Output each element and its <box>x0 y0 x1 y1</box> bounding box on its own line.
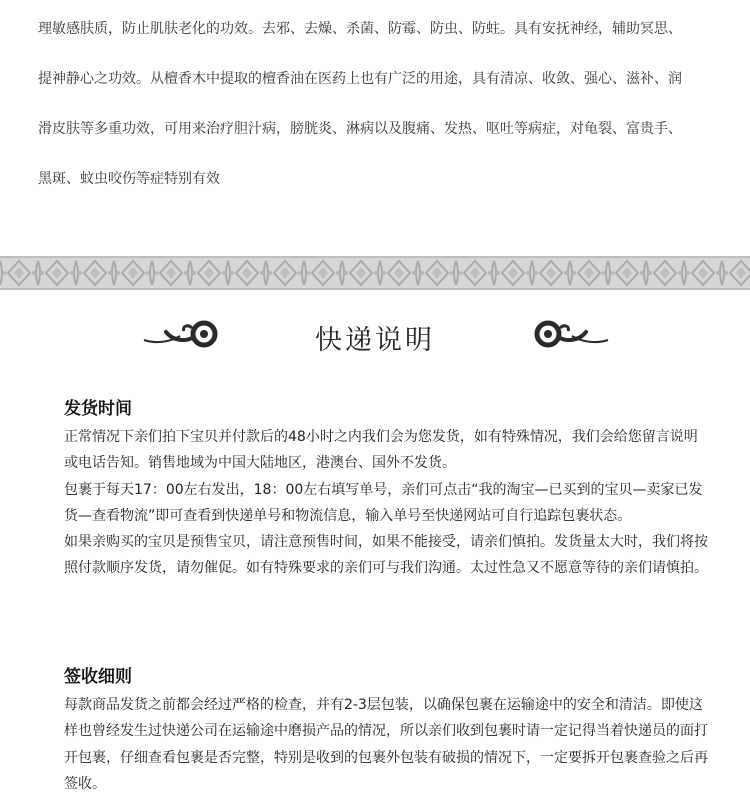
cloud-ornament-icon <box>532 320 610 354</box>
page-title: 快递说明 <box>315 325 435 356</box>
ornamental-divider <box>0 256 750 290</box>
shipping-paragraph: 如果亲购买的宝贝是预售宝贝，请注意预售时间，如果不能接受，请亲们慎拍。发货量太大时，我们将按照付款顺序发货，请勿催促。如有特殊要求的亲们可与我们沟通。太过性急又不愿意等待的亲们请慎拍。 <box>64 534 708 577</box>
receipt-heading: 签收细则 <box>64 667 132 687</box>
intro-line: 理敏感肤质，防止肌肤老化的功效。去邪、去燥、杀菌、防霉、防虫、防蛀。具有安抚神经，辅助冥思、 <box>38 21 682 37</box>
shipping-heading: 发货时间 <box>64 399 132 419</box>
intro-text <box>38 4 728 204</box>
intro-line: 黑斑、蚊虫咬伤等症特别有效 <box>38 171 220 187</box>
receipt-paragraph: 每款商品发货之前都会经过严格的检查，并有2-3层包装，以确保包裹在运输途中的安全和清洁。即使这样也曾经发生过快递公司在运输途中磨损产品的情况，所以亲们收到包裹时请一定记得当着快递员的面打开包裹，仔细查看包裹是否完整，特别是收到的包裹外包装有破损的情况下，一定要拆开包裹查验之后再签收。 <box>64 697 708 792</box>
shipping-paragraph: 正常情况下亲们拍下宝贝并付款后的48小时之内我们会为您发货，如有特殊情况，我们会给您留言说明或电话告知。销售地域为中国大陆地区，港澳台、国外不发货。 <box>64 429 698 472</box>
shipping-paragraph: 包裹于每天17：00左右发出，18：00左右填写单号，亲们可点击“我的淘宝—已买到的宝贝—卖家已发货—查看物流”即可查看到快递单号和物流信息，输入单号至快递网站可自行追踪包裹状态。 <box>64 481 703 524</box>
receipt-section <box>64 662 709 797</box>
intro-line: 提神静心之功效。从檀香木中提取的檀香油在医药上也有广泛的用途，具有清凉、收敛、强心、滋补、润 <box>38 71 682 87</box>
shipping-section <box>64 394 709 582</box>
intro-line: 滑皮肤等多重功效，可用来治疗胆汁病，膀胱炎、淋病以及腹痛、发热、呕吐等病症，对龟裂、富贵手、 <box>38 121 682 137</box>
section-title-row <box>0 308 750 368</box>
